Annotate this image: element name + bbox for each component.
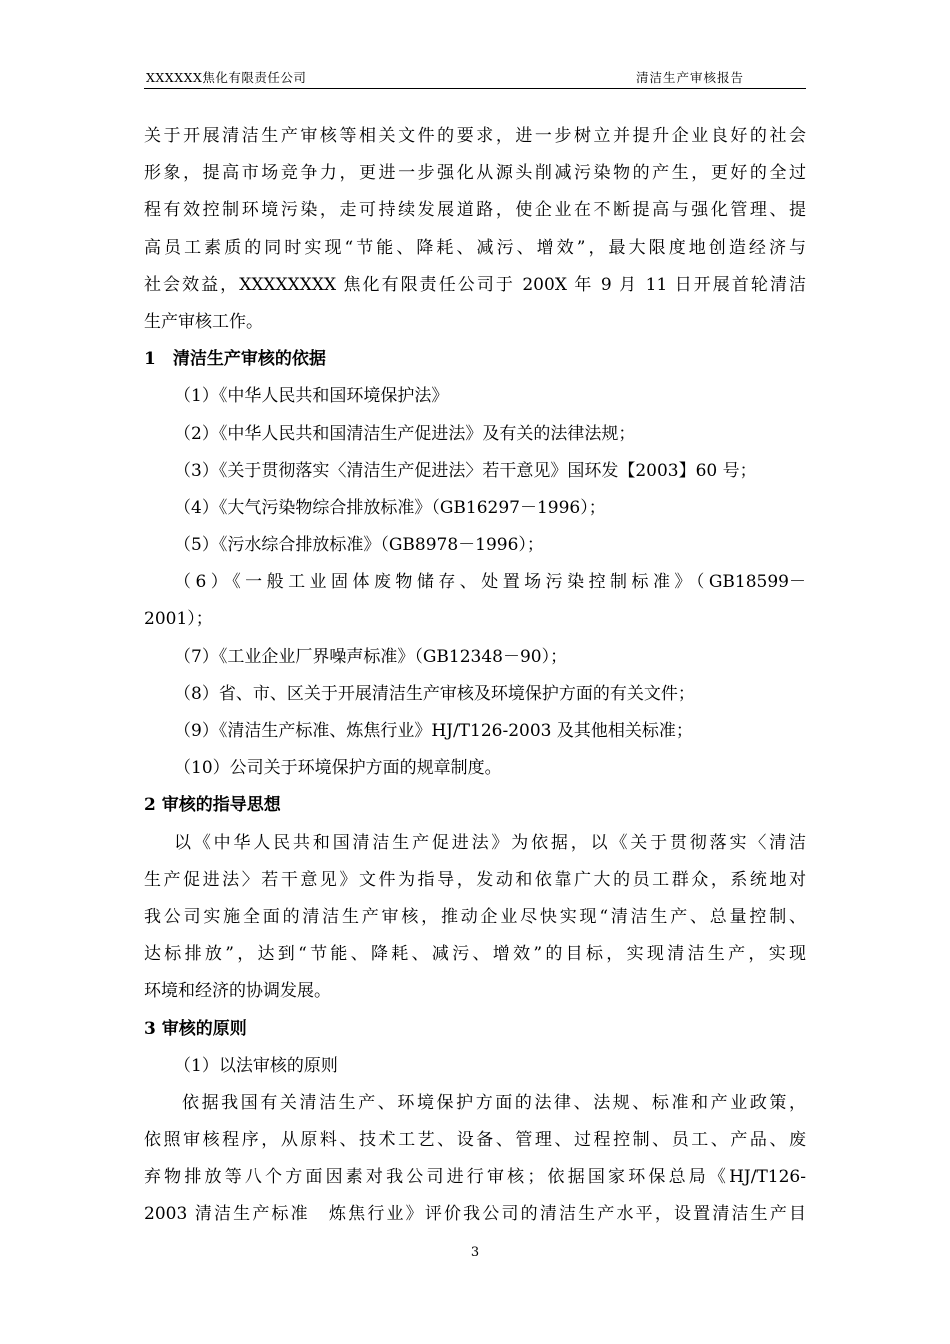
text-line: 以《中华人民共和国清洁生产促进法》为依据，以《关于贯彻落实〈清洁 xyxy=(174,832,806,853)
text-line: 社会效益，XXXXXXXX 焦化有限责任公司于 200X 年 9 月 11 日开展首轮清洁 xyxy=(144,274,806,295)
header-report-title: 清洁生产审核报告 xyxy=(635,70,744,85)
section-heading-2: 2 审核的指导思想 xyxy=(144,795,281,816)
page-number: 3 xyxy=(470,1245,480,1260)
text-line: 环境和经济的协调发展。 xyxy=(144,981,331,1002)
list-item: （9）《清洁生产标准、炼焦行业》HJ/T126-2003 及其他相关标准； xyxy=(174,721,693,741)
list-item: （4）《大气污染物综合排放标准》（GB16297－1996）； xyxy=(174,497,606,518)
list-item: （5）《污水综合排放标准》（GB8978－1996）； xyxy=(174,535,544,556)
text-line: 弃物排放等八个方面因素对我公司进行审核；依据国家环保总局《HJ/T126- xyxy=(144,1167,806,1188)
subheading: （1）以法审核的原则 xyxy=(174,1055,338,1076)
section-heading-3: 3 审核的原则 xyxy=(144,1018,247,1039)
list-item: （2）《中华人民共和国清洁生产促进法》及有关的法律法规； xyxy=(174,423,636,444)
list-item: （3）《关于贯彻落实〈清洁生产促进法〉若干意见》国环发【2003】60 号； xyxy=(174,460,757,481)
text-line: 我公司实施全面的清洁生产审核，推动企业尽快实现“清洁生产、总量控制、 xyxy=(144,906,806,927)
list-item: （1）《中华人民共和国环境保护法》 xyxy=(174,386,449,407)
text-line: 形象，提高市场竞争力，更进一步强化从源头削减污染物的产生，更好的全过 xyxy=(144,163,806,184)
header-company-name: XXXXXX焦化有限责任公司 xyxy=(146,70,307,85)
list-item: （6）《一般工业固体废物储存、处置场污染控制标准》（GB18599－ xyxy=(174,572,806,593)
text-line: 达标排放”，达到“节能、降耗、减污、增效”的目标，实现清洁生产，实现 xyxy=(144,944,806,965)
text-line: 生产审核工作。 xyxy=(144,311,263,332)
list-item: （8）省、市、区关于开展清洁生产审核及环境保护方面的有关文件； xyxy=(174,683,695,704)
body-text xyxy=(144,118,806,1234)
text-line: 依据我国有关清洁生产、环境保护方面的法律、法规、标准和产业政策， xyxy=(182,1092,806,1113)
section-heading-1: 1 清洁生产审核的依据 xyxy=(144,349,326,370)
text-line: 依照审核程序，从原料、技术工艺、设备、管理、过程控制、员工、产品、废 xyxy=(144,1130,806,1151)
list-item-continuation: 2001）； xyxy=(144,609,213,630)
text-line: 生产促进法〉若干意见》文件为指导，发动和依靠广大的员工群众，系统地对 xyxy=(144,869,806,890)
page-header xyxy=(144,66,806,89)
list-item: （10）公司关于环境保护方面的规章制度。 xyxy=(174,758,502,779)
text-line: 2003 清洁生产标准 炼焦行业》评价我公司的清洁生产水平，设置清洁生产目 xyxy=(144,1204,806,1225)
text-line: 高员工素质的同时实现“节能、降耗、减污、增效”，最大限度地创造经济与 xyxy=(144,237,806,258)
text-line: 程有效控制环境污染，走可持续发展道路，使企业在不断提高与强化管理、提 xyxy=(144,200,806,221)
text-line: 关于开展清洁生产审核等相关文件的要求，进一步树立并提升企业良好的社会 xyxy=(144,126,806,146)
list-item: （7）《工业企业厂界噪声标准》（GB12348－90）； xyxy=(174,646,568,667)
